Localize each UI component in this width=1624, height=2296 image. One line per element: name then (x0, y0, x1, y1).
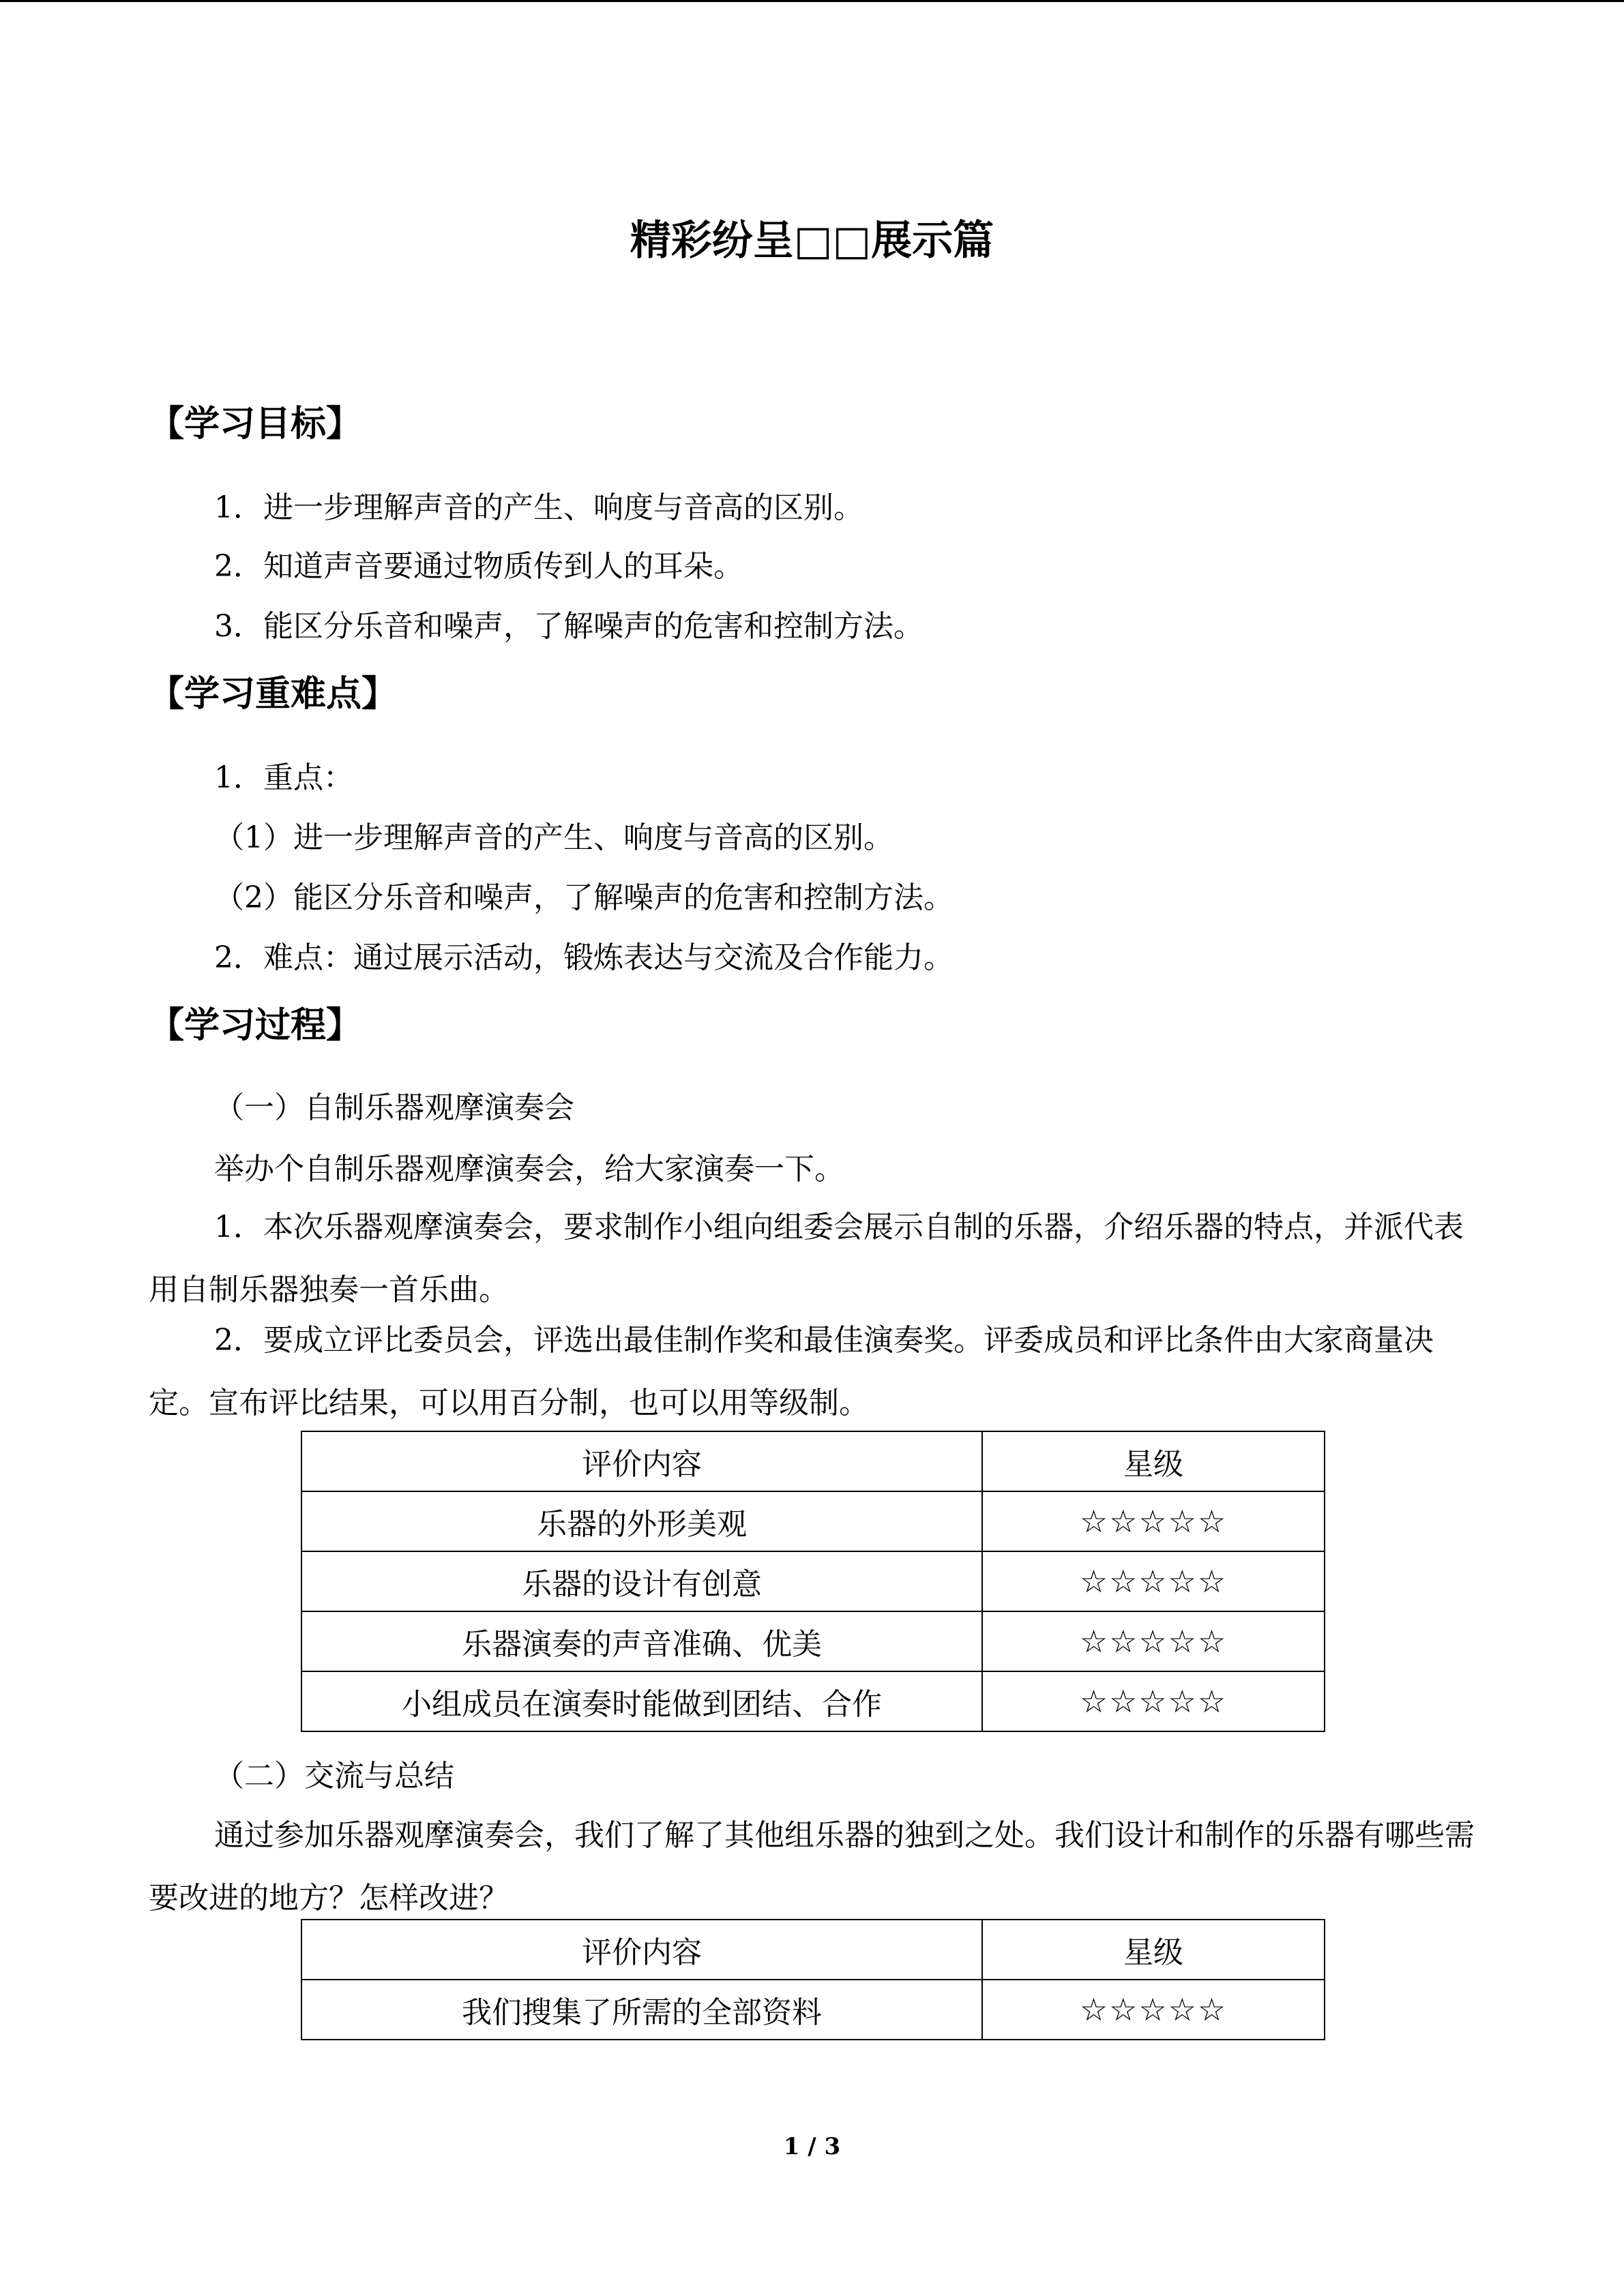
evaluation-table-1 (301, 1431, 1325, 1732)
key-point-item: 1．重点： (214, 760, 353, 795)
table-row (301, 1491, 1325, 1551)
objective-item: 2．知道声音要通过物质传到人的耳朵。 (214, 549, 743, 584)
part1-paragraph-1: 1．本次乐器观摩演奏会，要求制作小组向组委会展示自制的乐器，介绍乐器的特点，并派代表用自制乐器独奏一首乐曲。 (149, 1210, 1464, 1307)
table-row (301, 1611, 1325, 1671)
star-rating: ☆☆☆☆☆ (982, 1980, 1325, 2040)
page-title: 精彩纷呈□□展示篇 (630, 217, 994, 265)
star-rating: ☆☆☆☆☆ (982, 1671, 1325, 1731)
part1-paragraph-2: 2．要成立评比委员会，评选出最佳制作奖和最佳演奏奖。评委成员和评比条件由大家商量决定。宣布评比结果，可以用百分制，也可以用等级制。 (149, 1323, 1434, 1420)
table-header-cell: 星级 (982, 1431, 1325, 1491)
star-rating: ☆☆☆☆☆ (982, 1611, 1325, 1671)
key-points-heading: 【学习重难点】 (149, 674, 398, 715)
key-point-item: 2．难点：通过展示活动，锻炼表达与交流及合作能力。 (214, 940, 954, 975)
key-point-item: （2）能区分乐音和噪声，了解噪声的危害和控制方法。 (214, 880, 954, 915)
key-point-item: （1）进一步理解声音的产生、响度与音高的区别。 (214, 820, 894, 855)
objectives-heading: 【学习目标】 (149, 404, 362, 445)
part1-title: （一）自制乐器观摩演奏会 (214, 1090, 574, 1125)
table-cell: 我们搜集了所需的全部资料 (301, 1980, 982, 2040)
table-row (301, 1671, 1325, 1731)
table-row (301, 1980, 1325, 2040)
table-cell: 乐器演奏的声音准确、优美 (301, 1611, 982, 1671)
objective-item: 1．进一步理解声音的产生、响度与音高的区别。 (214, 490, 863, 525)
top-border-line (0, 0, 1624, 2)
table-header-row (301, 1920, 1325, 1980)
table-cell: 小组成员在演奏时能做到团结、合作 (301, 1671, 982, 1731)
star-rating: ☆☆☆☆☆ (982, 1551, 1325, 1611)
part2-title: （二）交流与总结 (214, 1759, 454, 1793)
table-header-cell: 评价内容 (301, 1431, 982, 1491)
objective-item: 3．能区分乐音和噪声，了解噪声的危害和控制方法。 (214, 609, 924, 644)
page-number: 1 / 3 (783, 2133, 841, 2160)
star-rating: ☆☆☆☆☆ (982, 1491, 1325, 1551)
table-row (301, 1551, 1325, 1611)
table-header-row (301, 1431, 1325, 1491)
table-header-cell: 星级 (982, 1920, 1325, 1980)
table-header-cell: 评价内容 (301, 1920, 982, 1980)
evaluation-table-2 (301, 1919, 1325, 2040)
part1-intro: 举办个自制乐器观摩演奏会，给大家演奏一下。 (214, 1152, 844, 1187)
table-cell: 乐器的设计有创意 (301, 1551, 982, 1611)
table-cell: 乐器的外形美观 (301, 1491, 982, 1551)
process-heading: 【学习过程】 (149, 1005, 362, 1046)
part2-paragraph: 通过参加乐器观摩演奏会，我们了解了其他组乐器的独到之处。我们设计和制作的乐器有哪些需要改进的地方？怎样改进？ (149, 1818, 1475, 1915)
